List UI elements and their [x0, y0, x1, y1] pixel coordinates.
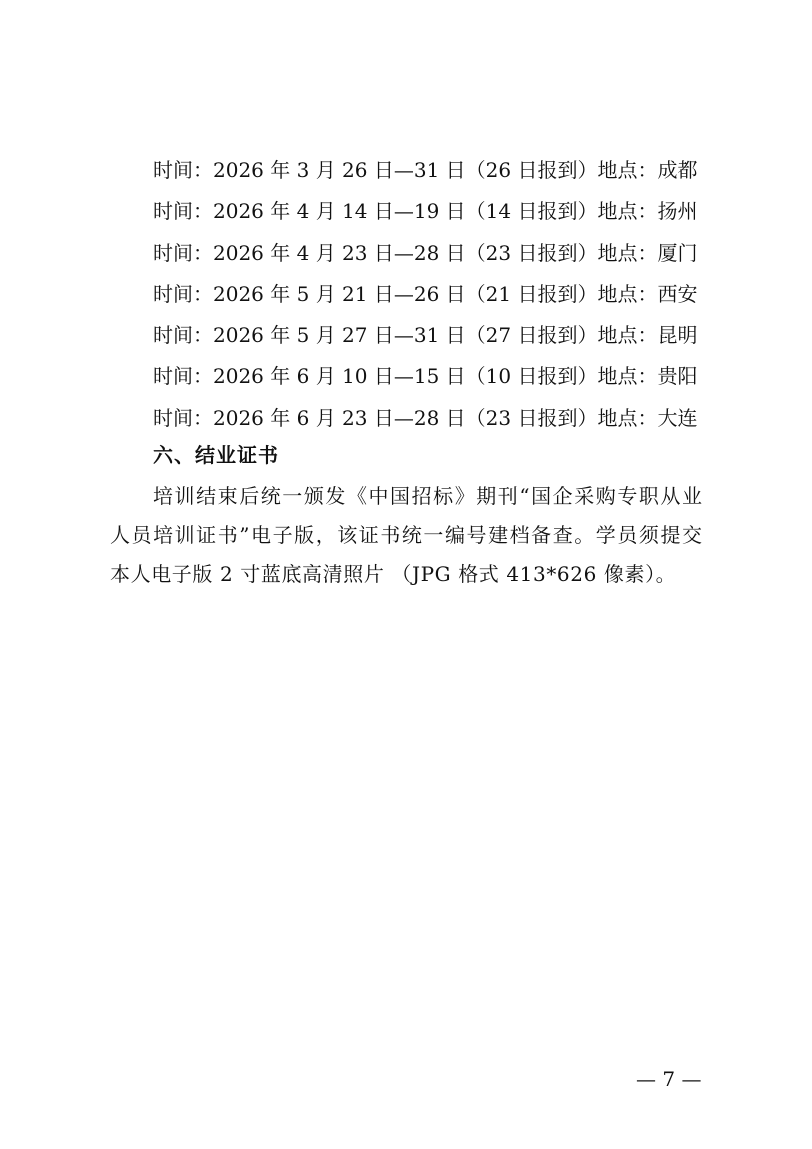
- schedule-item-text: 时间：2026 年 6 月 23 日—28 日（23 日报到）地点：大连: [153, 405, 698, 430]
- paragraph-line: 人员培训证书”电子版，该证书统一编号建档备查。学员须提交: [110, 523, 702, 547]
- schedule-item: [153, 400, 701, 441]
- paragraph-line: 培训结束后统一颁发《中国招标》期刊“国企采购专职从业: [153, 484, 702, 508]
- schedule-item-text: 时间：2026 年 6 月 10 日—15 日（10 日报到）地点：贵阳: [153, 364, 698, 389]
- paragraph-line: 本人电子版 2 寸蓝底高清照片 （JPG 格式 413*626 像素）。: [110, 562, 677, 586]
- training-schedule-list: [153, 152, 713, 441]
- schedule-item: [153, 358, 701, 399]
- certificate-paragraph: [110, 477, 702, 594]
- schedule-item: [153, 152, 701, 193]
- schedule-item-text: 时间：2026 年 4 月 14 日—19 日（14 日报到）地点：扬州: [153, 199, 698, 224]
- schedule-item-text: 时间：2026 年 3 月 26 日—31 日（26 日报到）地点：成都: [153, 158, 698, 182]
- schedule-item: [153, 193, 701, 234]
- schedule-item-text: 时间：2026 年 5 月 27 日—31 日（27 日报到）地点：昆明: [153, 323, 698, 348]
- schedule-item: [153, 235, 701, 276]
- schedule-item: [153, 276, 701, 317]
- schedule-item-text: 时间：2026 年 4 月 23 日—28 日（23 日报到）地点：厦门: [153, 240, 698, 265]
- section-heading-certificate: 六、结业证书: [153, 443, 279, 467]
- schedule-item: [153, 317, 701, 358]
- page-number: — 7 —: [636, 1067, 702, 1091]
- schedule-item-text: 时间：2026 年 5 月 21 日—26 日（21 日报到）地点：西安: [153, 281, 698, 306]
